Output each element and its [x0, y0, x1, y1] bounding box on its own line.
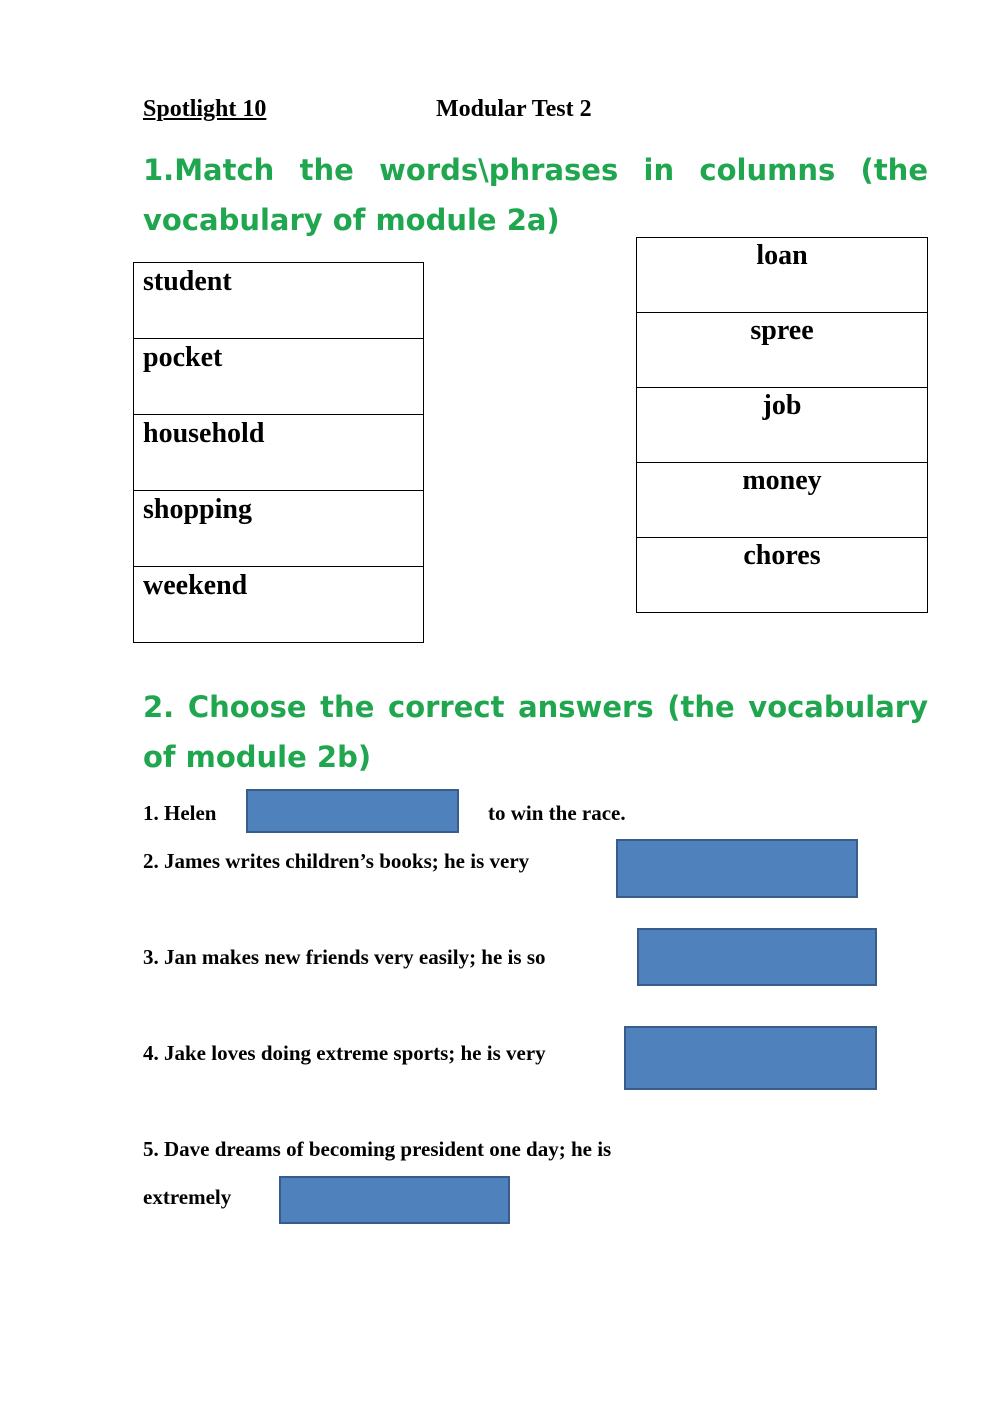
test-title: Modular Test 2: [436, 96, 592, 122]
sentence-2-number: 2: [143, 849, 154, 873]
table-row: [637, 538, 928, 613]
answer-blank-4[interactable]: [624, 1026, 877, 1090]
table-row: [134, 567, 424, 643]
sentence-1-end: to win the race.: [488, 801, 626, 825]
course-title: Spotlight 10: [143, 96, 267, 122]
table-row: [637, 238, 928, 313]
sentence-5-line2: extremely: [143, 1185, 232, 1209]
left-word-cell[interactable]: shopping: [134, 491, 424, 567]
task2-instruction-line2: of module 2b): [143, 740, 372, 774]
right-word-cell[interactable]: loan: [637, 238, 928, 313]
task2-instruction-line1: 2. Choose the correct answers (the vocabulary: [143, 690, 928, 724]
answer-blank-5[interactable]: [279, 1176, 510, 1224]
task2-instruction: [143, 682, 928, 782]
table-row: [637, 388, 928, 463]
sentence-5-line1: 5. Dave dreams of becoming president one day; he is: [143, 1137, 612, 1161]
answer-blank-1[interactable]: [246, 789, 459, 833]
task1-instruction: [143, 145, 928, 245]
right-word-cell[interactable]: spree: [637, 313, 928, 388]
answer-blank-2[interactable]: [616, 839, 858, 898]
right-words-table: [636, 237, 928, 613]
sentence-2-text: . James writes children’s books; he is very: [153, 849, 530, 873]
left-word-cell[interactable]: weekend: [134, 567, 424, 643]
table-row: [134, 263, 424, 339]
task1-instruction-line2: vocabulary of module 2a): [143, 203, 560, 237]
answer-blank-3[interactable]: [637, 928, 877, 986]
left-words-table: [133, 262, 424, 643]
sentence-2: [143, 848, 529, 874]
left-word-cell[interactable]: household: [134, 415, 424, 491]
sentence-1-start: 1. Helen: [143, 801, 217, 825]
right-word-cell[interactable]: money: [637, 463, 928, 538]
left-word-cell[interactable]: student: [134, 263, 424, 339]
sentence-4: 4. Jake loves doing extreme sports; he is very: [143, 1041, 546, 1065]
right-word-cell[interactable]: job: [637, 388, 928, 463]
table-row: [637, 463, 928, 538]
right-word-cell[interactable]: chores: [637, 538, 928, 613]
table-row: [637, 313, 928, 388]
left-word-cell[interactable]: pocket: [134, 339, 424, 415]
table-row: [134, 415, 424, 491]
table-row: [134, 491, 424, 567]
task1-instruction-line1: 1.Match the words\phrases in columns (the: [143, 153, 928, 187]
sentence-3: 3. Jan makes new friends very easily; he is so: [143, 945, 546, 969]
table-row: [134, 339, 424, 415]
